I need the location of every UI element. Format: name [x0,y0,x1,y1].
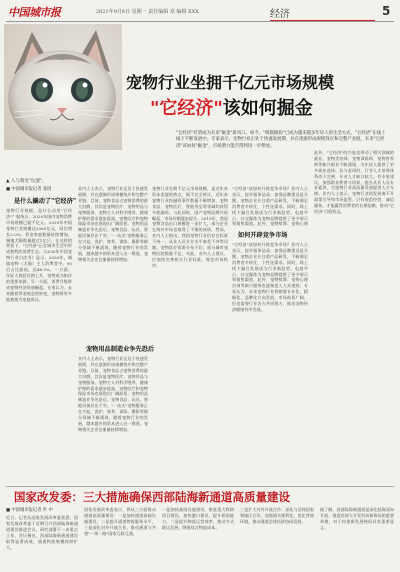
second-column-2: 国家发展改革委表示，将从三方面推动通道高质量建设：一是加快通道基础设施建设，二是提升通道物流服务水平，三是深化对外开放合作，推动通道与共建"一带一路"国家互联互通。 [84,507,156,536]
article-column-3: 宠物行业坐拥千亿元市场规模，是近年来资本追逐的热点。据不完全统计，近年来宠物行业投融资事件数量不断增加，宠物食品、宠物医疗、智能用品等领域均获得多轮融资。与此同时，国产宠物品牌开始崛起，市场份额逐步提升。2019年，我国宠物食品出口规模进一步扩大，部分企业在海外市场也取得了不错的成绩。然而，业内人士指出，我国宠物行业仍存在标准不统一、从业人员专业水平参差不齐等问题。宠物医疗资源分布不均，部分城市宠物医院数量不足。对此，业内人士建议，应加快完善相关行业标准，规范市场秩序。 [152,186,228,268]
section-divider [6,486,394,487]
kitten-illustration [4,24,122,150]
article-lead: "它经济"有望成为未来"掘金"新风口。如今，"吸猫撸狗"已成为越来越多年轻人的生活方式，"它经济"在线上线下不断发展中。专家表示，宠物行业正处于快速发展期，并在逐渐形成规模效应和完整产业链，未来"它经济"该如何"掘金"，市场潜力能否得到进一步释放。 [176,131,386,149]
article-column-4: "它经济"该如何开辟竞争市场？业内人士表示，提升服务品质、加强品牌建设是关键。宠物企业应注重产品研发，不断满足消费者多样化、个性化需求。同时，线上线下融合发展成为行业新趋势，电商平台、社交媒体为宠物品牌提供了更多展示和销售渠道。此外，宠物殡葬、宠物心理咨询等新兴服务也逐渐进入大众视野。专家认为，未来宠物行业将朝着专业化、精细化、品牌化方向发展，市场前景广阔，但也需要行业各方共同努力，推动宠物经济健康有序发展。 [232,242,308,312]
newspaper-logo: 中国城市报 [8,6,61,19]
subhead-4: 如何开辟竞争市场 [238,232,288,239]
second-column-5: 据了解，西部陆海新通道是深化陆海双向开放、推进西部大开发形成新格局的重要举措，对于构建新发展格局具有重要意义。 [320,507,394,530]
kitten-photo [4,24,122,150]
second-column-3: 一是加快基础设施建设。推进重大铁路项目建设，加快港口建设，提升枢纽能力。二是提升物流运营效率，推动多式联运发展，降低综合物流成本。 [162,507,234,530]
article-column-5: 此外，"它经济"的兴起也带动了相关领域的就业。宠物美容师、宠物训练师、宠物营养师等新兴职业不断涌现，为年轻人提供了更多就业选择。但与此同时，行业人才培养体系尚不完善，专业人才缺口较大。有专家建议，加强职业教育与培训，提升从业人员专业素养，为宠物行业高质量发展提供人才支撑。业内人士表示，宠物行业的发展离不开政策引导和市场监管，只有规范经营、诚信服务，才能赢得消费者的长期信赖，推动"它经济"行稳致远。 [314,150,394,215]
second-column-1: 近日，记者从国家发展改革委获悉，国家发展改革委于近期召开西部陆海新通道建设推进会议，研究部署下一步重点工作。会议指出，西部陆海新通道建设取得显著成效，通道物流规模持续扩大。 [6,515,78,550]
article-column-2b: 业内人士表示，宠物行业正处于快速发展期，并在逐渐形成规模效应和完整产业链。目前，宠物食品占宠物消费的最大份额，其次是宠物医疗、宠物用品与宠物服务。宠物主人对科学喂养、健康护理的需求逐步提高，宠物医疗和宠物保险市场也展现出广阔前景。宠物用品制造业争先恐后，宠物食品、玩具、智能设备层出不穷。"一站式"宠物服务正在兴起，洗护、寄养、训练、摄影等细分领域不断涌现。随着宠物行业的发展，越来越多的资本进入这一赛道，宠物相关企业注册量持续增加。 [78,356,148,432]
article-column-4a: "它经济"该如何开辟竞争市场？业内人士表示，提升服务品质、加强品牌建设是关键。宠物企业应注重产品研发，不断满足消费者多样化、个性化需求。同时，线上线下融合发展成为行业新趋势，电商平台、社交媒体为宠物品牌提供了更多展示和销售渠道。此外，宠物殡葬、宠物心理 [232,186,308,226]
header-divider [6,21,394,22]
subhead-1: 是什么撬动了"它经济" [14,198,77,205]
photo-caption: ▲ 人与萌宠"玩耍"。 [6,179,47,184]
section-name: 经济 [270,9,290,20]
issue-date: 2021年9月6日 星期一 责任编辑 邓 编辑 XXX [96,9,199,15]
article-byline: ■ 中国城市报记者 张园 [6,187,52,192]
subhead-3: 宠物用品制造业争先恐后 [86,346,155,353]
article-column-1: 宠物行业规模，是什么动用"它经济"？据统计，2020年国内宠物消费市场规模已超千亿元。2020年中国宠物行业规模达2065亿元，同比增长2.0%。养宠家庭数量持续增加，城镇犬猫数量超过1亿只。在这样的背景下，"它经济"正在城市生活中形成独特的消费生态。《2020年中国宠物行业白皮书》显示，2020年，城镇宠物（犬猫）主人消费者中，90后占比最高，达46.3%。一方面，年轻人独居比例上升，宠物成为陪伴的重要来源；另一方面，消费升级带动宠物经济快速崛起。专家认为，未来随着养宠观念的转变，宠物将更多地被视为家庭成员。 [6,208,72,302]
article-title-line1: 宠物行业坐拥千亿元市场规模 [126,73,335,92]
title-rest: 该如何掘金 [222,98,313,119]
article-title-line2 [150,94,313,120]
article-column-2: 业内人士表示，宠物行业正处于快速发展期，并在逐渐形成规模效应和完整产业链。目前，宠物食品占宠物消费的最大份额，其次是宠物医疗、宠物用品与宠物服务。宠物主人对科学喂养、健康护理的需求逐步提高，宠物医疗和宠物保险市场也展现出广阔前景。宠物用品制造业争先恐后，宠物食品、玩具、智能设备层出不穷。"一站式"宠物服务正在兴起，洗护、寄养、训练、摄影等细分领域不断涌现。随着宠物行业的发展，越来越多的资本进入这一赛道，宠物相关企业注册量持续增加。 [78,186,148,262]
title-highlight: "它经济" [150,98,223,119]
second-article-headline: 国家改发委：三大措施确保西部陆海新通道高质量建设 [14,490,290,504]
second-column-4: 三是扩大对外开放合作。深化与沿线国家和地区合作，加强通关便利化，优化营商环境，推动通道沿线经济协同发展。 [240,507,314,524]
page-number: 5 [382,4,391,18]
second-article-byline: ■ 中国城市报记者 叶 中 [6,508,53,513]
